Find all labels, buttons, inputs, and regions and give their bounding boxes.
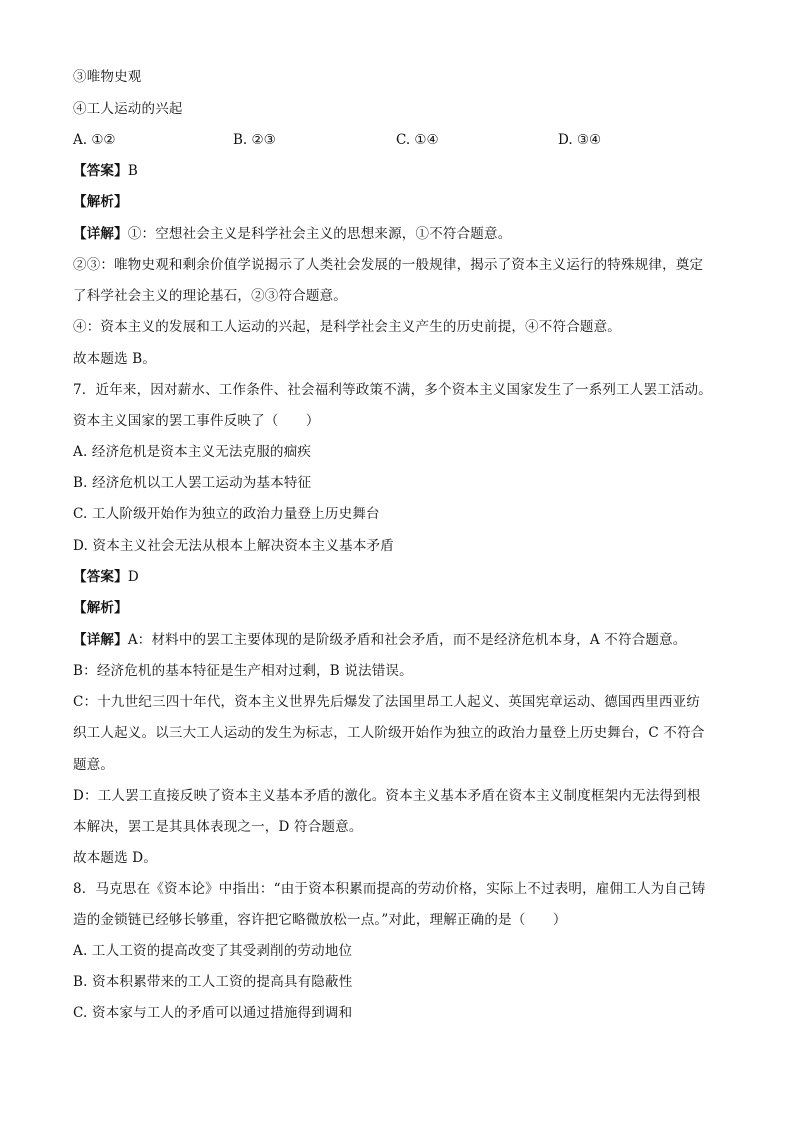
q6-option-b: B. ②③	[233, 132, 276, 148]
q8-option-b: B. 资本积累带来的工人工资的提高具有隐蔽性	[73, 974, 353, 990]
q6-analysis-tag	[73, 193, 128, 211]
detail-tag: 【详解】	[73, 632, 128, 648]
q6-option-a: A. ①②	[73, 132, 116, 148]
q6-option-c: C. ①④	[396, 132, 439, 148]
q6-detail-2b: 了科学社会主义的理论基石，②③符合题意。	[73, 288, 347, 304]
q6-conclusion: 故本题选 B。	[73, 351, 157, 367]
q6-item-4: ④工人运动的兴起	[73, 101, 183, 117]
q7-detail-d2: 本解决，罢工是其具体表现之一，D 符合题意。	[73, 819, 363, 835]
analysis-tag: 【解析】	[73, 600, 128, 616]
q7-detail-a	[73, 631, 687, 649]
q7-analysis-tag	[73, 599, 128, 617]
q6-answer: B	[127, 163, 138, 179]
q7-answer-line	[73, 568, 139, 586]
q6-answer-line	[73, 162, 138, 180]
q7-detail-b: B：经济危机的基本特征是生产相对过剩，B 说法错误。	[73, 663, 413, 679]
answer-tag: 【答案】	[73, 163, 128, 179]
q7-answer: D	[127, 569, 139, 585]
answer-tag: 【答案】	[73, 569, 128, 585]
q7-detail-d1: D：工人罢工直接反映了资本主义基本矛盾的激化。资本主义基本矛盾在资本主义制度框架内无法得到根	[73, 788, 701, 804]
q6-detail-1	[73, 225, 511, 243]
q7-option-b: B. 经济危机以工人罢工运动为基本特征	[73, 475, 312, 491]
q7-detail-a-text: A：材料中的罢工主要体现的是阶级矛盾和社会矛盾，而不是经济危机本身，A 不符合题意。	[127, 632, 687, 648]
q8-option-c: C. 资本家与工人的矛盾可以通过措施得到调和	[73, 1005, 353, 1021]
q7-detail-c1: C：十九世纪三四十年代，资本主义世界先后爆发了法国里昂工人起义、英国宪章运动、德国西里西亚纺	[73, 694, 701, 710]
q7-detail-c2: 织工人起义。以三大工人运动的发生为标志，工人阶级开始作为独立的政治力量登上历史舞台，C 不符合	[73, 725, 705, 741]
q7-detail-c3: 题意。	[73, 757, 115, 773]
q6-detail-1-text: ①：空想社会主义是科学社会主义的思想来源，①不符合题意。	[127, 226, 512, 242]
detail-tag: 【详解】	[73, 226, 128, 242]
q7-stem-1: 7．近年来，因对薪水、工作条件、社会福利等政策不满，多个资本主义国家发生了一系列工人罢工活动。	[73, 382, 712, 398]
q6-detail-2a: ②③：唯物史观和剩余价值学说揭示了人类社会发展的一般规律，揭示了资本主义运行的特殊规律，奠定	[73, 257, 704, 273]
q8-stem-1: 8．马克思在《资本论》中指出：“由于资本积累而提高的劳动价格，实际上不过表明，雇佣工人为自己铸	[73, 881, 706, 897]
analysis-tag: 【解析】	[73, 194, 128, 210]
q7-option-c: C. 工人阶级开始作为独立的政治力量登上历史舞台	[73, 506, 380, 522]
q6-detail-3: ④：资本主义的发展和工人运动的兴起，是科学社会主义产生的历史前提，④不符合题意。	[73, 319, 621, 335]
q6-option-d: D. ③④	[558, 132, 602, 148]
q7-option-d: D. 资本主义社会无法从根本上解决资本主义基本矛盾	[73, 538, 394, 554]
q8-stem-2: 造的金锁链已经够长够重，容许把它略微放松一点。”对此，理解正确的是（ ）	[73, 912, 567, 928]
q6-item-3: ③唯物史观	[73, 69, 142, 85]
q7-option-a: A. 经济危机是资本主义无法克服的痼疾	[73, 444, 312, 460]
q7-conclusion: 故本题选 D。	[73, 850, 158, 866]
q7-stem-2: 资本主义国家的罢工事件反映了（ ）	[73, 413, 320, 429]
q8-option-a: A. 工人工资的提高改变了其受剥削的劳动地位	[73, 943, 353, 959]
